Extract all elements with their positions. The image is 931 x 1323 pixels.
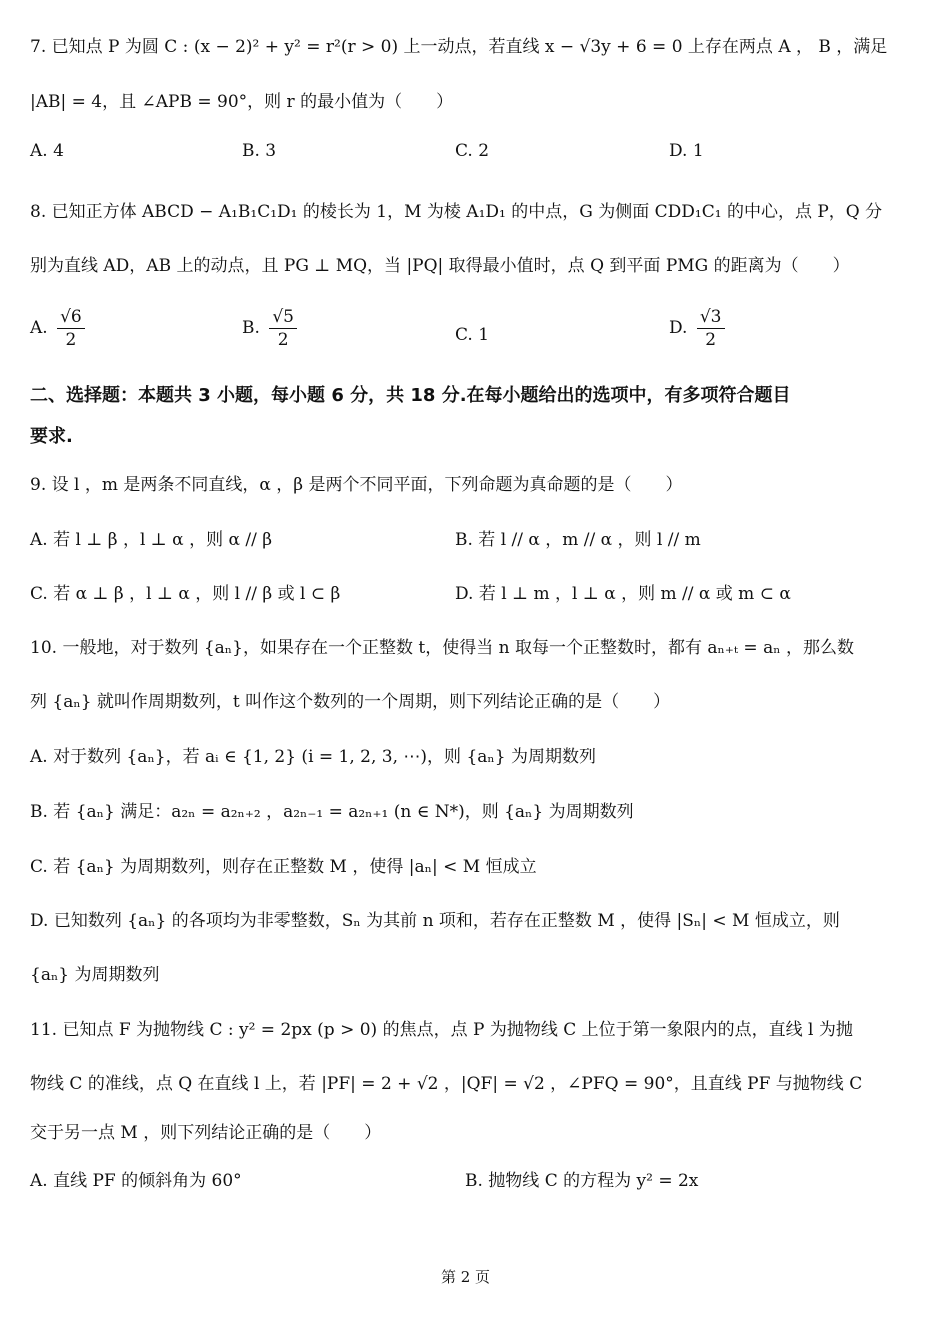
- q11-stem-line3: 交于另一点 M ，则下列结论正确的是（ ）: [30, 1123, 382, 1143]
- q8-option-b-label: B.: [242, 318, 260, 338]
- q7-stem-line2: |AB| = 4，且 ∠APB = 90°，则 r 的最小值为（ ）: [30, 92, 454, 112]
- q11-stem-line1: 11. 已知点 F 为抛物线 C : y² = 2px (p > 0) 的焦点，点 P 为抛物线 C 上位于第一象限内的点，直线 l 为抛: [30, 1020, 853, 1040]
- q8-option-a-label: A.: [30, 318, 48, 338]
- q7-option-c: C. 2: [455, 141, 490, 161]
- q10-stem-line2: 列 {aₙ} 就叫作周期数列，t 叫作这个数列的一个周期，则下列结论正确的是（ ）: [30, 692, 671, 712]
- q9-option-b: B. 若 l // α ，m // α ，则 l // m: [455, 530, 701, 550]
- q8-option-b-denominator: 2: [277, 330, 289, 350]
- section-2-heading-line2: 要求.: [30, 426, 73, 447]
- q9-option-c: C. 若 α ⊥ β ，l ⊥ α ，则 l // β 或 l ⊂ β: [30, 584, 341, 604]
- q10-option-c: C. 若 {aₙ} 为周期数列，则存在正整数 M ，使得 |aₙ| < M 恒成立: [30, 857, 537, 877]
- q9-stem: 9. 设 l ，m 是两条不同直线，α ，β 是两个不同平面，下列命题为真命题的是（ ）: [30, 475, 683, 495]
- q8-option-b-numerator: √5: [269, 306, 297, 329]
- q7-stem-line1: 7. 已知点 P 为圆 C : (x − 2)² + y² = r²(r > 0) 上一动点，若直线 x − √3y + 6 = 0 上存在两点 A ， B ，满足: [30, 37, 888, 57]
- q9-option-a: A. 若 l ⊥ β ，l ⊥ α ，则 α // β: [30, 530, 273, 550]
- section-2-heading-line1: 二、选择题：本题共 3 小题，每小题 6 分，共 18 分.在每小题给出的选项中，有多项符合题目: [30, 385, 791, 406]
- q10-option-d-line2: {aₙ} 为周期数列: [30, 965, 160, 985]
- q8-stem-line2: 别为直线 AD，AB 上的动点，且 PG ⊥ MQ，当 |PQ| 取得最小值时，点 Q 到平面 PMG 的距离为（ ）: [30, 256, 850, 276]
- q7-option-b: B. 3: [242, 141, 277, 161]
- q8-option-a-numerator: √6: [57, 306, 85, 329]
- q8-option-d-label: D.: [669, 318, 688, 338]
- q10-option-d-line1: D. 已知数列 {aₙ} 的各项均为非零整数，Sₙ 为其前 n 项和，若存在正整数 M ，使得 |Sₙ| < M 恒成立，则: [30, 911, 840, 931]
- page-number-footer: 第 2 页: [440, 1268, 491, 1286]
- q8-option-d-fraction: [697, 306, 725, 351]
- q11-option-a: A. 直线 PF 的倾斜角为 60°: [30, 1171, 242, 1191]
- q8-option-c: C. 1: [455, 325, 490, 345]
- q8-option-d-denominator: 2: [705, 330, 717, 350]
- q8-option-d: [669, 306, 725, 351]
- q8-option-a-fraction: [57, 306, 85, 351]
- q10-option-b: B. 若 {aₙ} 满足：a₂ₙ = a₂ₙ₊₂ ，a₂ₙ₋₁ = a₂ₙ₊₁ (n ∈ N*)，则 {aₙ} 为周期数列: [30, 802, 634, 822]
- q7-option-a: A. 4: [30, 141, 64, 161]
- q8-stem-line1: 8. 已知正方体 ABCD − A₁B₁C₁D₁ 的棱长为 1，M 为棱 A₁D₁ 的中点，G 为侧面 CDD₁C₁ 的中心，点 P，Q 分: [30, 202, 883, 222]
- q11-stem-line2: 物线 C 的准线，点 Q 在直线 l 上，若 |PF| = 2 + √2 ，|QF| = √2 ，∠PFQ = 90°，且直线 PF 与抛物线 C: [30, 1074, 863, 1094]
- q10-stem-line1: 10. 一般地，对于数列 {aₙ}，如果存在一个正整数 t，使得当 n 取每一个正整数时，都有 aₙ₊ₜ = aₙ ，那么数: [30, 638, 854, 658]
- q8-option-d-numerator: √3: [697, 306, 725, 329]
- q10-option-a: A. 对于数列 {aₙ}，若 aᵢ ∈ {1, 2} (i = 1, 2, 3, ⋯)，则 {aₙ} 为周期数列: [30, 747, 596, 767]
- q8-option-b-fraction: [269, 306, 297, 351]
- q11-option-b: B. 抛物线 C 的方程为 y² = 2x: [465, 1171, 699, 1191]
- q8-option-a: [30, 306, 85, 351]
- q7-option-d: D. 1: [669, 141, 704, 161]
- q8-option-b: [242, 306, 297, 351]
- q8-option-a-denominator: 2: [65, 330, 77, 350]
- q9-option-d: D. 若 l ⊥ m ，l ⊥ α ，则 m // α 或 m ⊂ α: [455, 584, 791, 604]
